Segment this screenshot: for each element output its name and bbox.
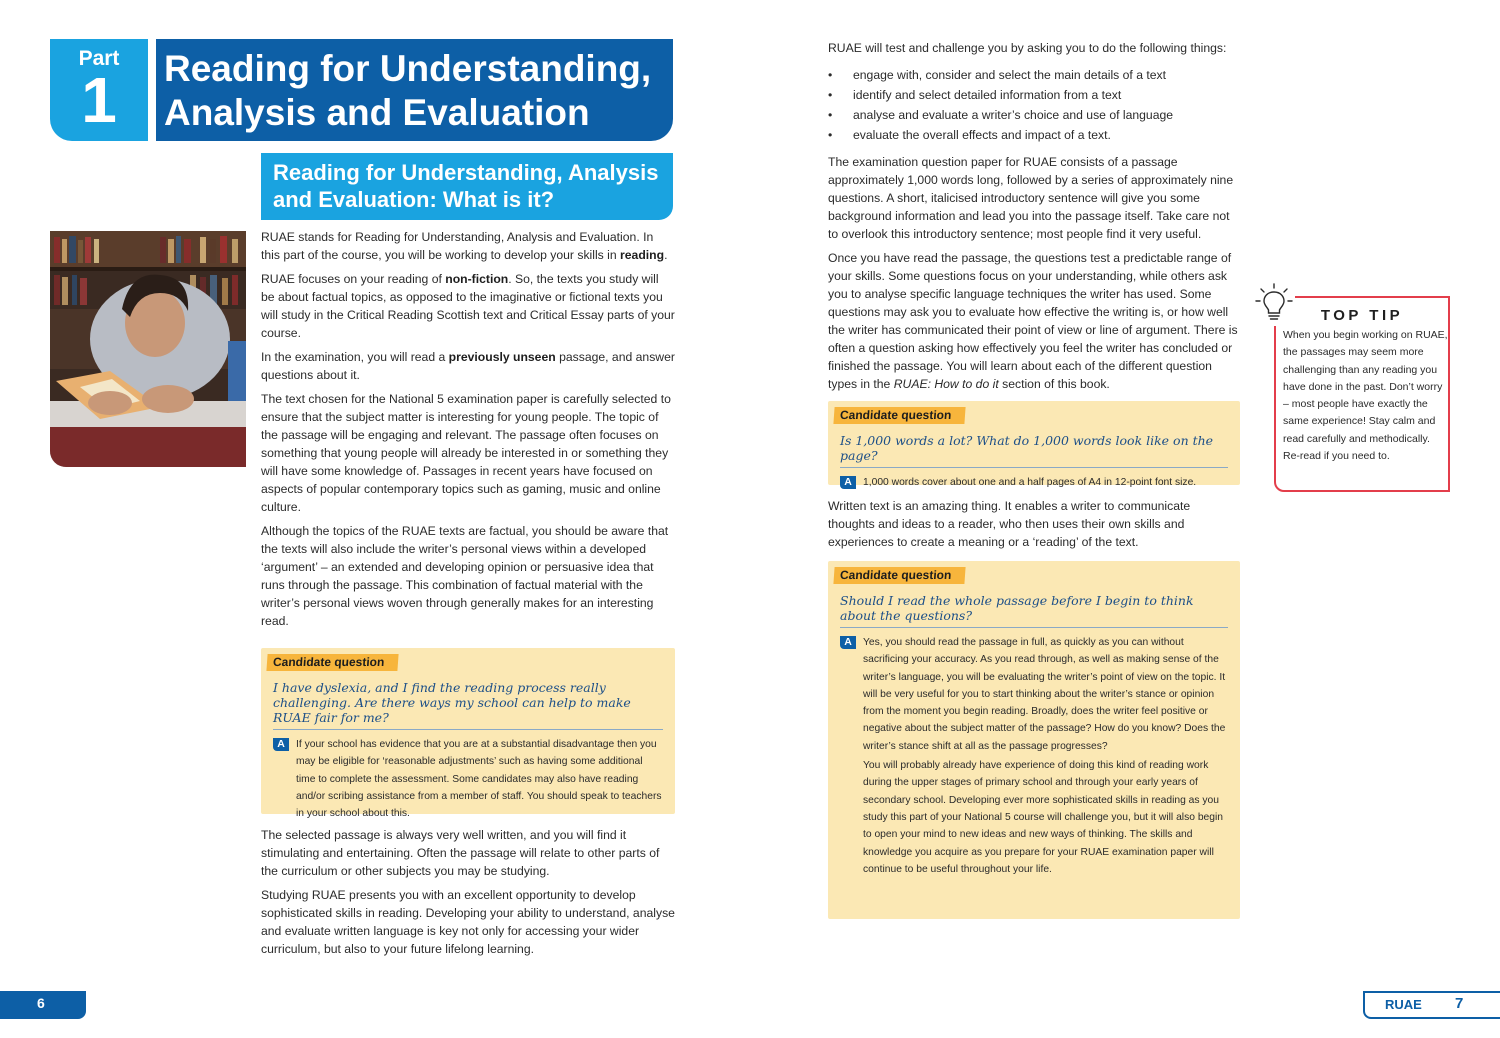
divider: [273, 729, 663, 730]
chapter-title-line-2: Analysis and Evaluation: [164, 92, 590, 133]
text-run: .: [664, 248, 668, 262]
page-number-right: [1363, 991, 1500, 1019]
candidate-question-box: [828, 561, 1240, 919]
answer-text: You will probably already have experience of doing this kind of reading work during the upper stages of primary school and through your early years of secondary school. Developing ever more sophisticated skills in reading as you study this part of your National 5 course will challenge you, but it will also begin to open your mind to new ideas and new ways of thinking. The skills and knowledge you acquire as you prepare for your RUAE examination paper will continue to be useful throughout your life.: [863, 760, 1224, 875]
italic-reference: RUAE: How to do it: [893, 377, 999, 391]
candidate-answer: [828, 474, 1240, 497]
candidate-question-label: Candidate question: [833, 407, 966, 424]
section-title: [273, 159, 673, 213]
skills-list: [828, 65, 1240, 145]
text-run: In the examination, you will read a: [261, 350, 449, 364]
page-number: 6: [37, 995, 45, 1011]
list-item: • engage with, consider and select the main details of a text: [828, 65, 1240, 85]
student-reading-photo: [50, 231, 246, 467]
paragraph-argument: Although the topics of the RUAE texts are factual, you should be aware that the texts will also include the writer’s personal views within a developed ‘argument’ – an extended and developing opinion or persuasive idea that runs through the passage. This combination of factual material with the writer’s personal views woven through generally makes for an interesting read.: [261, 524, 669, 628]
answer-badge: A: [273, 738, 289, 751]
candidate-question-label: Candidate question: [266, 654, 399, 671]
bold-term: reading: [620, 248, 665, 262]
candidate-question-text: Should I read the whole passage before I begin to think about the questions?: [840, 593, 1194, 623]
answer-badge: A: [840, 636, 856, 649]
left-column: [261, 228, 675, 964]
divider: [840, 467, 1228, 468]
paragraph-unseen: [261, 348, 675, 384]
text-run: Once you have read the passage, the questions test a predictable range of your skills. Some questions focus on your understanding, while others ask you to analyse specific language techniques the writer has used. Some questions may ask you to evaluate how effective the writing is, or how well the writer has communicated their point of view or line of argument. There is often a question asking how effectively you feel the writer has concluded or finished the passage. You will learn about each of the different question types in the: [828, 251, 1238, 391]
top-tip-text: When you begin working on RUAE, the passages may seem more challenging than any reading you have done in the past. Don’t worry – most people have exactly the same experience! Stay calm and read carefully and methodically. Re-read if you need to.: [1283, 329, 1448, 463]
section-title-line-1: Reading for Understanding, Analysis: [273, 160, 659, 185]
chapter-title-line-1: Reading for Understanding,: [164, 48, 652, 89]
list-item: • evaluate the overall effects and impact of a text.: [828, 125, 1240, 145]
candidate-question-text: I have dyslexia, and I find the reading process really challenging. Are there ways my school can help to make RUAE fair for me?: [273, 680, 631, 725]
part-badge: [50, 39, 148, 141]
answer-badge: A: [840, 476, 856, 489]
paragraph-intro: [261, 228, 675, 264]
paragraph-question-paper: The examination question paper for RUAE consists of a passage approximately 1,000 words long, followed by a series of approximately nine questions. A short, italicised introductory sentence will give you some background information and lead you into the passage itself. Take care not to overlook this introductory sentence; most people find it very useful.: [828, 155, 1234, 241]
paragraph-question-types: [828, 249, 1240, 393]
answer-text: Yes, you should read the passage in full, as quickly as you can without sacrificing your accuracy. As you read through, as well as making sense of the writer’s language, you will be evaluating the writer’s point of view on the topic. It will be very useful for you to start thinking about the writer’s stance or opinion from the moment you begin reading. Broadly, does the writer feel positive or negative about the subject matter of the passage? How do you know? Does the writer’s stance shift at all as the passage progresses?: [863, 637, 1226, 752]
section-title-line-2: and Evaluation: What is it?: [273, 187, 555, 212]
candidate-question-label: Candidate question: [833, 567, 966, 584]
student-reading-illustration: [50, 231, 246, 467]
page-number: 7: [1455, 995, 1464, 1012]
candidate-answer: [828, 634, 1240, 884]
chapter-title-box: [156, 39, 673, 141]
bold-term: non-fiction: [445, 272, 509, 286]
candidate-question-box: [828, 401, 1240, 488]
candidate-question-box: [261, 648, 675, 820]
answer-text: 1,000 words cover about one and a half pages of A4 in 12-point font size.: [863, 477, 1197, 488]
bold-term: previously unseen: [448, 350, 556, 364]
section-title-box: [261, 153, 673, 220]
part-word: Part: [78, 47, 120, 70]
chapter-title: [164, 47, 673, 135]
part-number: 1: [81, 64, 117, 136]
list-item: • analyse and evaluate a writer’s choice and use of language: [828, 105, 1240, 125]
paragraph-non-fiction: [261, 270, 675, 342]
paragraph-written-text: Written text is an amazing thing. It enables a writer to communicate thoughts and ideas to a reader, who then uses their own skills and experiences to create a meaning or a ‘reading’ of the text.: [828, 499, 1191, 549]
text-run: section of this book.: [998, 377, 1110, 391]
text-run: RUAE focuses on your reading of: [261, 272, 446, 286]
page-number-left: [0, 991, 86, 1019]
paragraph-text-chosen: The text chosen for the National 5 examination paper is carefully selected to ensure that the subject matter is interesting for young people. The topic of the passage will be engaging and relevant. The passage often focuses on something that young people will already be interested in or something they will have some knowledge of. Passages in recent years have focused on aspects of popular contemporary topics such as gaming, music and online culture.: [261, 392, 671, 514]
paragraph-opportunity: Studying RUAE presents you with an excellent opportunity to develop sophisticated skills in reading. Developing your ability to understand, analyse and evaluate written language is key not only for accessing your wider curriculum, but also to your future lifelong learning.: [261, 888, 675, 956]
top-tip-title: TOP TIP: [1320, 307, 1404, 324]
list-item: • identify and select detailed information from a text: [828, 85, 1240, 105]
paragraph-tests-intro: RUAE will test and challenge you by asking you to do the following things:: [828, 41, 1227, 55]
text-run: . So, the texts you study will be about factual topics, as opposed to the imaginative or fictional texts you will study in the Critical Reading Scottish text and Critical Essay parts of your course.: [261, 272, 675, 340]
text-run: passage, and answer questions about it.: [261, 350, 675, 382]
candidate-question-text: Is 1,000 words a lot? What do 1,000 words look like on the page?: [840, 433, 1214, 463]
right-column: [828, 39, 1240, 919]
candidate-answer: [261, 736, 675, 828]
running-footer-label: RUAE: [1385, 997, 1422, 1012]
text-run: RUAE stands for Reading for Understanding, Analysis and Evaluation. In this part of the course, you will be working to develop your skills in: [261, 230, 654, 262]
paragraph-selected-passage: The selected passage is always very well written, and you will find it stimulating and entertaining. Often the passage will relate to other parts of the curriculum or other subjects you may be studying.: [261, 828, 660, 878]
answer-text: If your school has evidence that you are at a substantial disadvantage then you may be eligible for ‘reasonable adjustments’ such as having some additional time to complete the assessment. Some candidates may also have reading and/or scribing assistance from a member of staff. You should speak to teachers in your school about this.: [296, 739, 662, 820]
divider: [840, 627, 1228, 628]
